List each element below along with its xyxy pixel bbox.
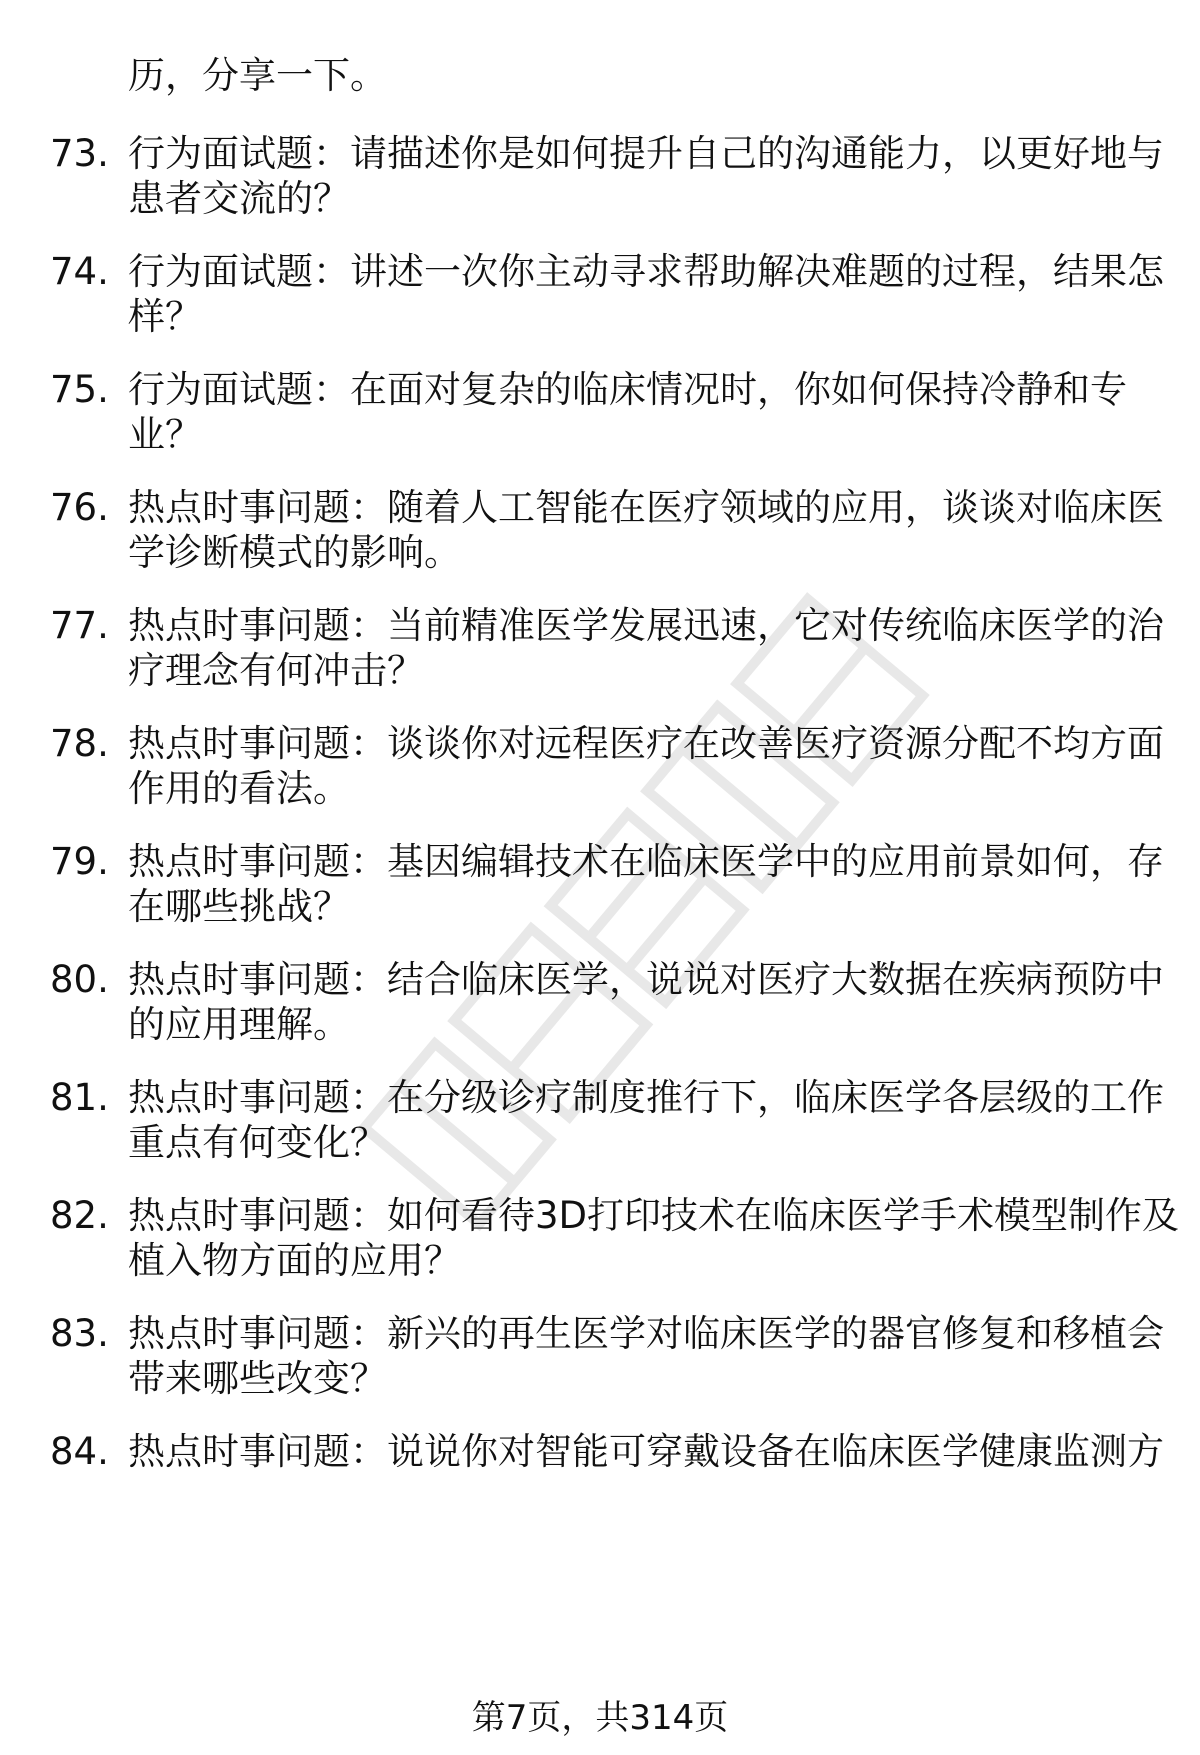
- item-text-continued: 植入物方面的应用？: [128, 1239, 461, 1282]
- item-text: 热点时事问题：谈谈你对远程医疗在改善医疗资源分配不均方面: [128, 722, 1164, 765]
- item-text: 热点时事问题：说说你对智能可穿戴设备在临床医学健康监测方: [128, 1430, 1164, 1473]
- item-text: 热点时事问题：如何看待3D打印技术在临床医学手术模型制作及: [128, 1194, 1180, 1237]
- continuation-text: 历，分享一下。: [128, 54, 387, 97]
- item-text-continued: 样？: [128, 295, 202, 338]
- item-text-continued: 学诊断模式的影响。: [128, 531, 461, 574]
- item-number: 79.: [50, 840, 109, 883]
- item-number: 82.: [50, 1194, 109, 1237]
- item-text: 行为面试题：请描述你是如何提升自己的沟通能力，以更好地与: [128, 132, 1164, 175]
- item-number: 76.: [50, 486, 109, 529]
- item-number: 81.: [50, 1076, 109, 1119]
- item-number: 73.: [50, 132, 109, 175]
- item-text-continued: 的应用理解。: [128, 1003, 350, 1046]
- item-number: 84.: [50, 1430, 109, 1473]
- page-footer: 第7页，共314页: [471, 1698, 729, 1738]
- item-text-continued: 作用的看法。: [128, 767, 350, 810]
- item-number: 75.: [50, 368, 109, 411]
- item-text: 热点时事问题：结合临床医学，说说对医疗大数据在疾病预防中: [128, 958, 1164, 1001]
- item-number: 78.: [50, 722, 109, 765]
- item-number: 80.: [50, 958, 109, 1001]
- item-text-continued: 在哪些挑战？: [128, 885, 350, 928]
- item-number: 83.: [50, 1312, 109, 1355]
- item-text: 行为面试题：讲述一次你主动寻求帮助解决难题的过程，结果怎: [128, 250, 1164, 293]
- item-text-continued: 患者交流的？: [128, 177, 350, 220]
- item-text-continued: 业？: [128, 413, 202, 456]
- item-text-continued: 带来哪些改变？: [128, 1357, 387, 1400]
- item-text-continued: 重点有何变化？: [128, 1121, 387, 1164]
- item-text: 热点时事问题：在分级诊疗制度推行下，临床医学各层级的工作: [128, 1076, 1164, 1119]
- item-text: 行为面试题：在面对复杂的临床情况时，你如何保持冷静和专: [128, 368, 1127, 411]
- item-text: 热点时事问题：当前精准医学发展迅速，它对传统临床医学的治: [128, 604, 1164, 647]
- item-text: 热点时事问题：基因编辑技术在临床医学中的应用前景如何，存: [128, 840, 1164, 883]
- watermark-glyph: [795, 647, 866, 731]
- item-text: 热点时事问题：新兴的再生医学对临床医学的器官修复和移植会: [128, 1312, 1164, 1355]
- watermark-glyph: [627, 878, 704, 970]
- item-number: 74.: [50, 250, 109, 293]
- item-number: 77.: [50, 604, 109, 647]
- item-text: 热点时事问题：随着人工智能在医疗领域的应用，谈谈对临床医: [128, 486, 1164, 529]
- item-text-continued: 疗理念有何冲击？: [128, 649, 424, 692]
